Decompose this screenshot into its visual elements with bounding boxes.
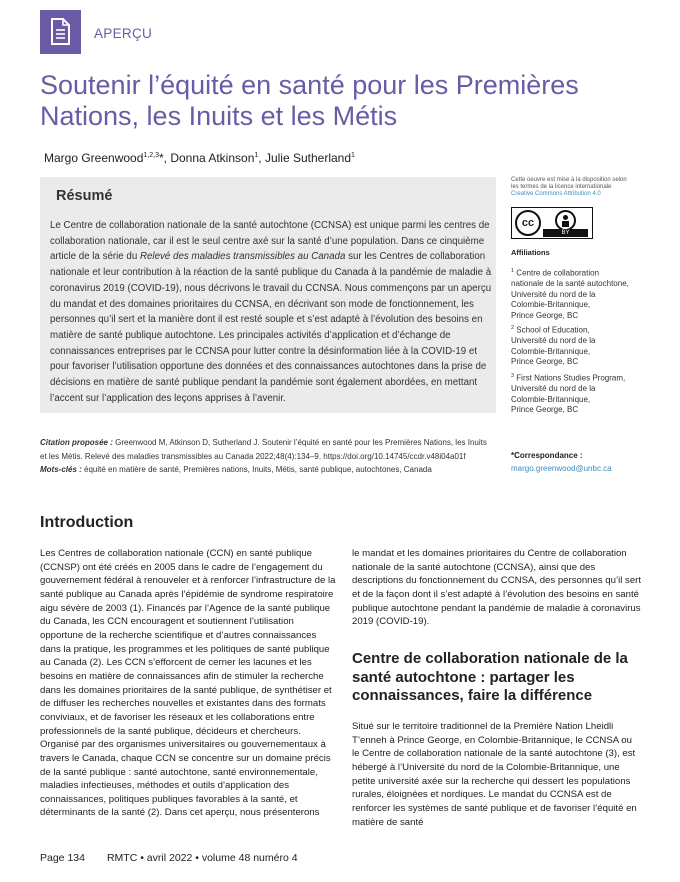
abstract-text-part: sur les Centres de collaboration nationale et leur contribution à la réaction de la santé publique du Canada à la pandémie de maladie à coronavirus 2019 (COVID-19), nous décrivons le travail du CCNSA. Nous commençons par un aperçu du mandat et des domaines prioritaires du CCNSA, en décrivant son mode de fonctionnement, les personnes qu’il sert et la manière dont il est resté souple et s’est adapté à l’évolution des besoins en matière de santé publique autochtone. Les principales activités d’application et d’échange de connaissances entreprises par le CCNSA pour lutter contre la désinformation liée à la COVID-19 et pour favoriser l’utilisation opportune des données et des connaissances autochtones dans la prise de décisions en matière de santé publique pendant la pandémie sont également abordées, en mettant l’accent sur l’application des leçons apprises à l’avenir. — [50, 251, 492, 404]
author-affiliation-marker: 1 — [351, 152, 355, 159]
abstract-text — [50, 218, 492, 406]
section-label: APERÇU — [94, 26, 153, 41]
affiliation-line: Université du nord de la — [511, 384, 596, 394]
introduction-right-column: le mandat et les domaines prioritaires du Centre de collaboration nationale de la santé autochtone (CCNSA), ainsi que des descriptions du fonctionnement du CCNSA, des personnes qu’il sert et de la façon dont il s’est adapté à l’évolution des besoins en santé publique autochtone pendant la pandémie de maladie à coronavirus 2019 (COVID-19). — [352, 548, 642, 628]
page-number: Page 134 — [40, 852, 85, 864]
author-affiliation-marker: 1,2,3 — [143, 152, 159, 159]
affiliation-line: Prince George, BC — [511, 357, 579, 367]
author-separator: , — [258, 151, 265, 165]
cc-icon: cc — [515, 210, 541, 236]
correspondence-label: *Correspondance : — [511, 451, 583, 460]
keywords-label: Mots-clés : — [40, 465, 82, 474]
introduction-heading: Introduction — [40, 514, 134, 531]
affiliation-item — [511, 266, 661, 321]
affiliation-line: Prince George, BC — [511, 310, 579, 320]
by-label: BY — [543, 229, 588, 237]
affiliations-heading: Affiliations — [511, 248, 550, 257]
affiliation-line: Colombie-Britannique, — [511, 394, 591, 404]
article-title — [40, 70, 640, 132]
affiliation-line: Université du nord de la — [511, 336, 596, 346]
abstract-box — [40, 177, 496, 413]
affiliation-line: Colombie-Britannique, — [511, 300, 591, 310]
affiliation-line: Université du nord de la — [511, 289, 596, 299]
abstract-title: Résumé — [56, 188, 113, 204]
affiliation-line: nationale de la santé autochtone, — [511, 279, 629, 289]
author-name: Julie Sutherland — [264, 151, 352, 165]
citation-label: Citation proposée : — [40, 438, 113, 447]
abstract-text-part: Le Centre de collaboration nationale de la santé autochtone (CCNSA) est unique parmi les centres de collaboration nationale, car il est le seul centre axé sur la santé d’une population. Dans ce cinquième article de la série du — [50, 220, 490, 263]
keywords-text: équité en matière de santé, Premières nations, Inuits, Métis, santé publique, autochtones, Canada — [84, 465, 432, 474]
cc-by-badge[interactable] — [511, 207, 593, 239]
affiliation-line: First Nations Studies Program, — [516, 373, 626, 383]
author-name: Donna Atkinson — [170, 151, 255, 165]
section-body: Situé sur le territoire traditionnel de la Première Nation Lheidli T’enneh à Prince George, en Colombie-Britannique, le CCNSA ou le Centre de collaboration nationale de la santé autochtone (3), est hébergé à l’Université du nord de la Colombie-Britannique, une petite université axée sur la recherche qui dessert les populations rurales, éloignées et nordiques. Le mandat du CCNSA est de renforcer les systèmes de santé publique et de favoriser l’équité en matière de santé — [352, 721, 637, 828]
affiliation-line: School of Education, — [516, 325, 590, 335]
author-affiliation-marker: 1 — [254, 152, 259, 159]
document-icon — [40, 10, 81, 54]
citation-text: Greenwood M, Atkinson D, Sutherland J. Soutenir l’équité en santé pour les Premières Nations, les Inuits et les Métis. Relevé des maladies transmissibles au Canada 2022;48(4):134–9. https://doi.org/10.14745/ccdr.v48i04a01f — [40, 438, 487, 461]
affiliation-number: 1 — [511, 268, 515, 274]
section-heading: Centre de collaboration nationale de la santé autochtone : partager les connaissances, faire la différence — [352, 650, 628, 704]
license-notice — [511, 177, 661, 199]
license-text: Cette oeuvre est mise à la disposition selon — [511, 177, 627, 183]
affiliation-line: Prince George, BC — [511, 405, 579, 415]
title-line: Nations, les Inuits et les Métis — [40, 101, 398, 131]
affiliation-line: Colombie-Britannique, — [511, 346, 591, 356]
person-icon — [555, 210, 576, 231]
license-text: les termes de la licence internationale — [511, 184, 612, 191]
correspondence-email[interactable]: margo.greenwood@unbc.ca — [511, 464, 612, 473]
affiliation-number: 3 — [511, 373, 515, 379]
affiliation-item — [511, 323, 661, 368]
affiliation-number: 2 — [511, 325, 515, 331]
affiliation-item — [511, 371, 661, 416]
journal-info: RMTC • avril 2022 • volume 48 numéro 4 — [106, 852, 298, 864]
suggested-citation — [40, 436, 490, 477]
license-link[interactable]: Creative Commons Attribution 4.0 — [511, 191, 601, 198]
introduction-left-column: Les Centres de collaboration nationale (CCN) en santé publique (CCNSP) ont été créés en 2005 dans le cadre de l’engagement du gouvernement fédéral à renouveler et à renforcer l’infrastructure de la santé publique au Canada après l’épidémie de syndrome respiratoire aigu sévère de 2003 (1). Financés par l’Agence de la santé publique du Canada, les CCN encouragent et soutiennent l’utilisation opportune de la recherche scientifique et d’autres connaissances dans la pratique, les programmes et les politiques de santé publique au Canada (2). Les CCN s’efforcent de cerner les lacunes et les besoins en matière de connaissances afin de stimuler la recherche dans les domaines prioritaires de la santé publique, de synthétiser et de diffuser les recherches nouvelles et existantes dans des formats conviviaux, et de favoriser les réseaux et les collaborations entre professionnels de la santé publique, décideurs et chercheurs. Organisé par des organismes universitaires ou gouvernementaux à travers le Canada, chaque CCN se concentre sur un domaine précis de la santé publique : santé autochtone, santé environnementale, maladies infectieuses, méthodes et outils d’application des connaissances, politiques publiques favorables à la santé, et déterminants de la santé (2). Dans cet aperçu, nous présenterons — [40, 548, 336, 819]
author-separator: *, — [158, 151, 171, 165]
affiliation-line: Centre de collaboration — [516, 268, 600, 278]
abstract-series-title: Relevé des maladies transmissibles au Canada — [139, 251, 346, 263]
author-name: Margo Greenwood — [44, 151, 144, 165]
author-list — [44, 151, 355, 165]
page-footer — [40, 852, 298, 864]
title-line: Soutenir l’équité en santé pour les Premières — [40, 70, 579, 100]
